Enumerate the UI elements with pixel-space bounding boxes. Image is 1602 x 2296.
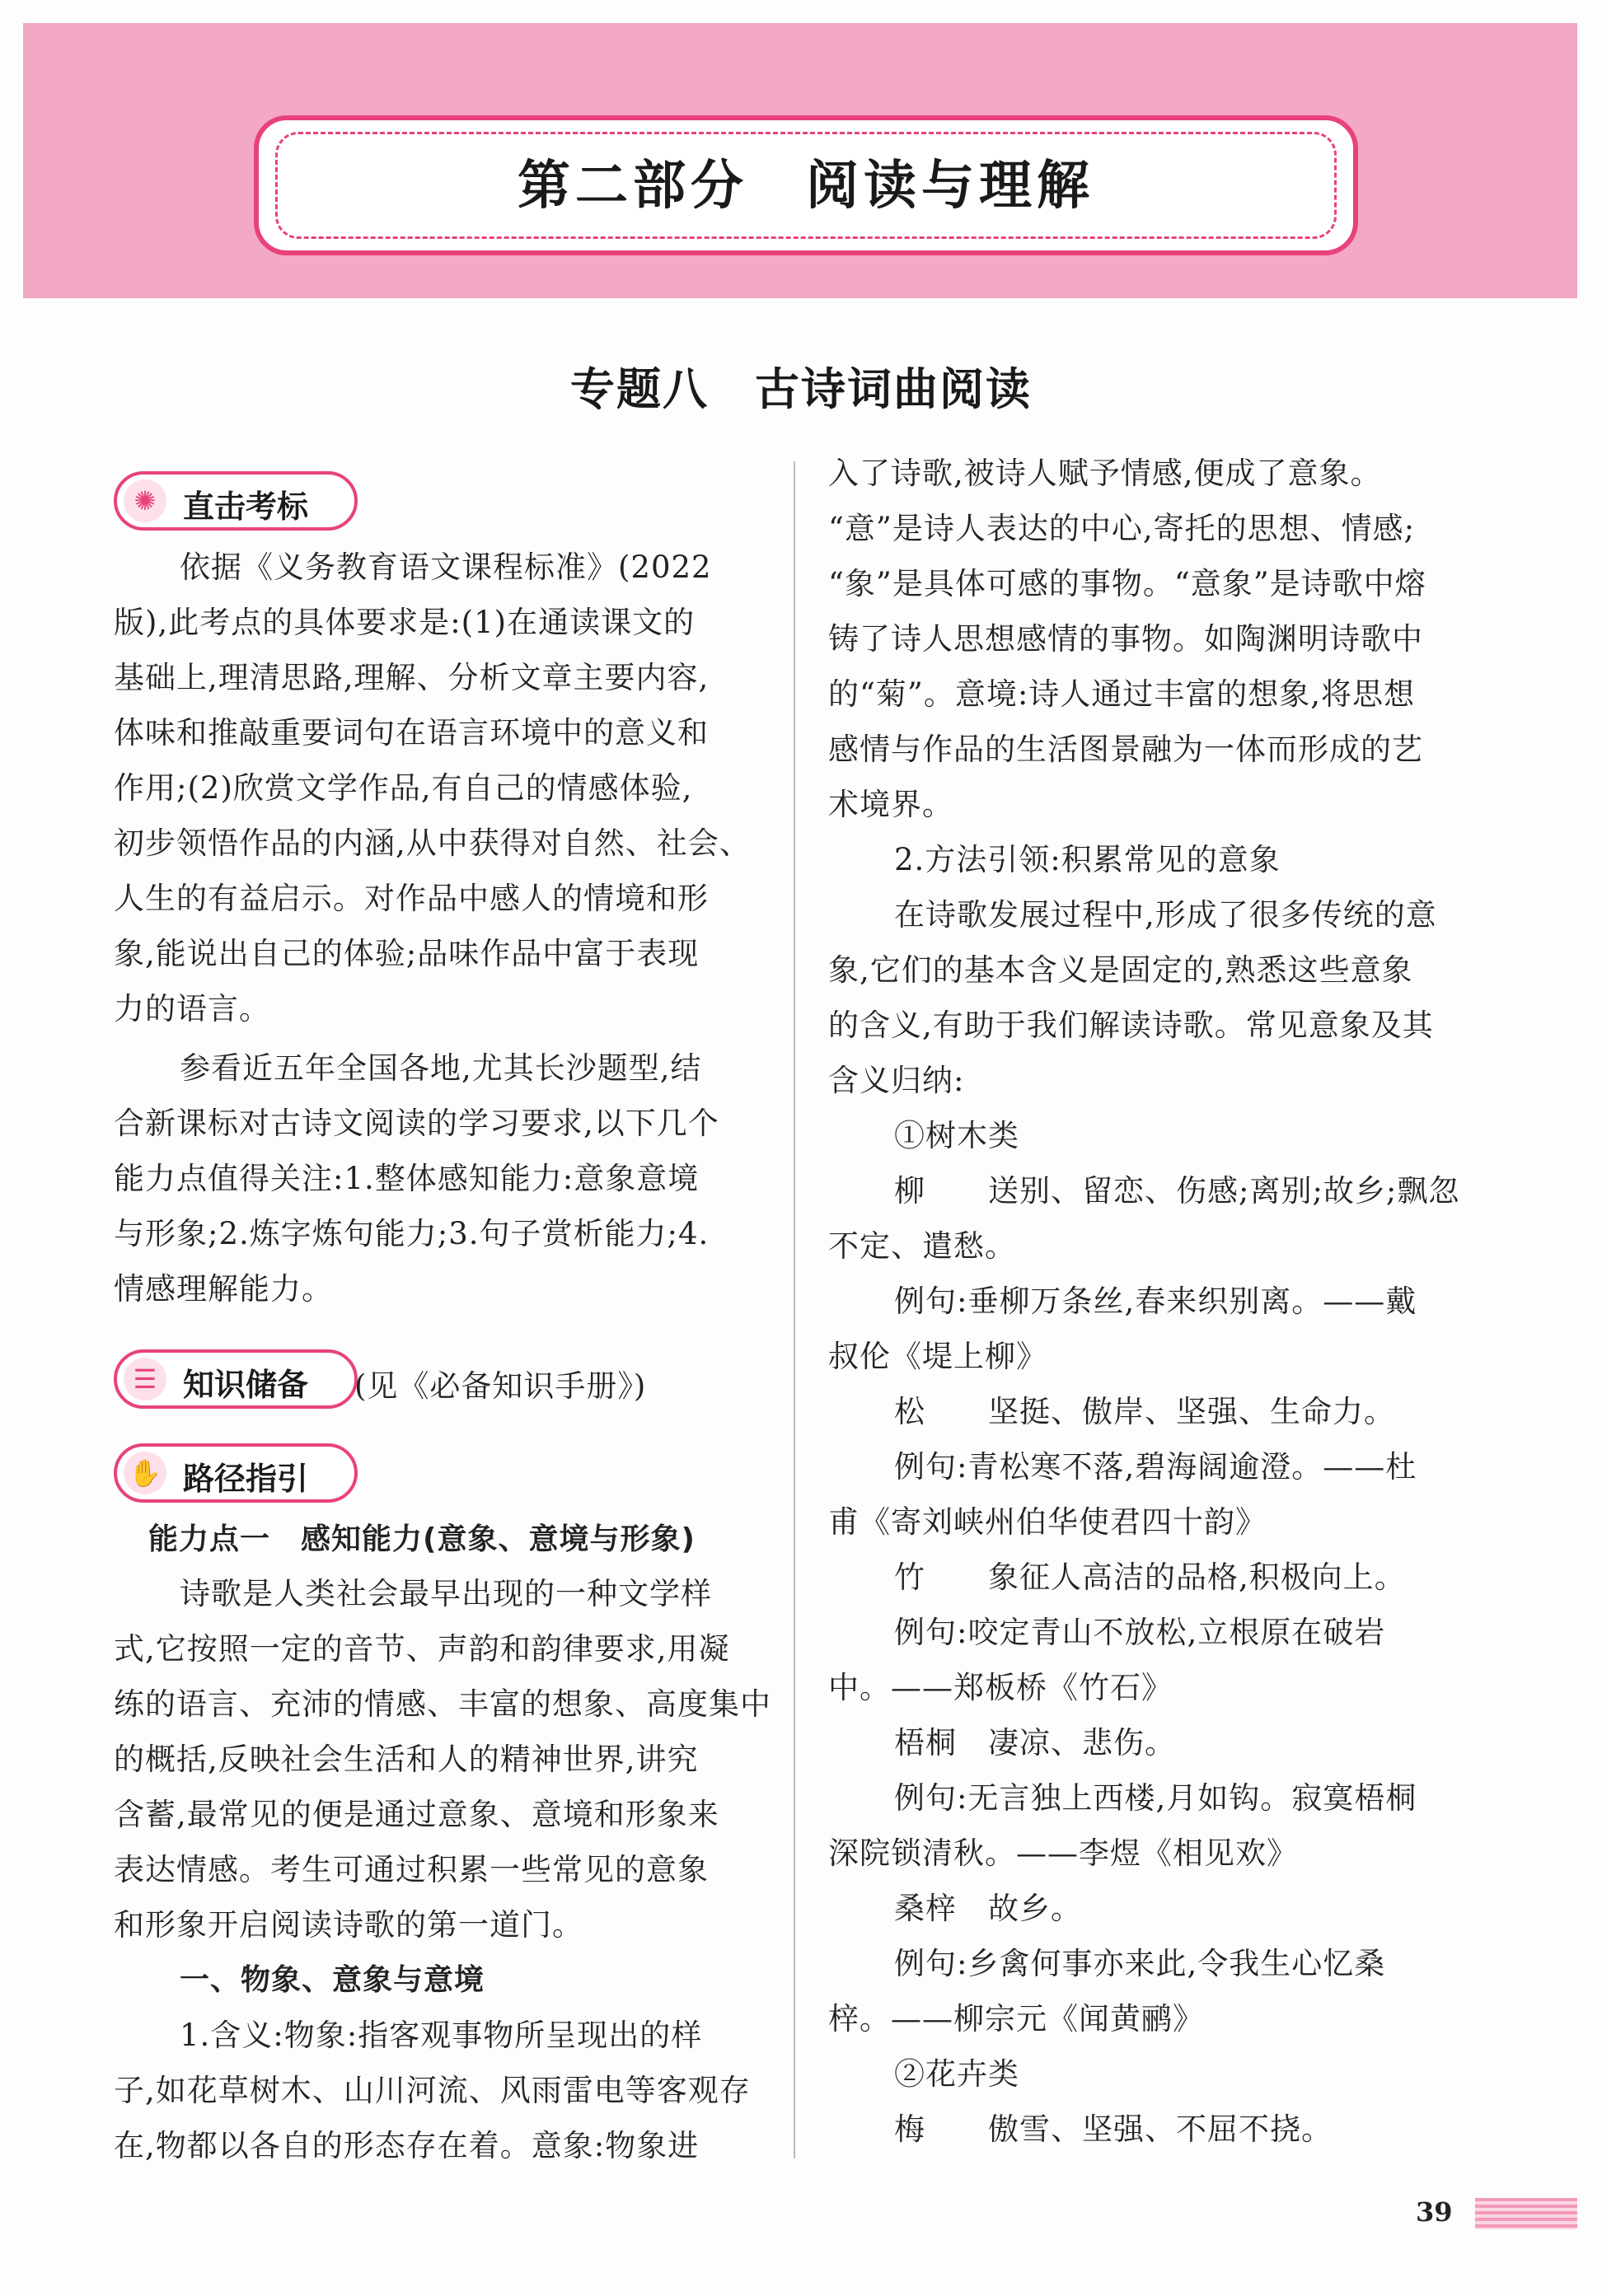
right-line: 含义归纳: [828, 1063, 965, 1098]
left-line: 版),此考点的具体要求是:(1)在通读课文的 [114, 605, 696, 640]
right-line: “象”是具体可感的事物。“意象”是诗歌中熔 [828, 566, 1426, 601]
left-line: 能力点值得关注:1.整体感知能力:意象意境 [114, 1161, 700, 1196]
banner-frame [254, 115, 1358, 255]
right-line: 叔伦《堤上柳》 [828, 1339, 1047, 1374]
right-line: 象,它们的基本含义是固定的,熟悉这些意象 [828, 952, 1413, 988]
left-line: 子,如花草树木、山川河流、风雨雷电等客观存 [114, 2073, 751, 2108]
book-icon: ☰ [124, 1358, 166, 1401]
left-line: 的概括,反映社会生活和人的精神世界,讲究 [114, 1742, 699, 1777]
left-line: 力的语言。 [114, 991, 270, 1026]
right-line: 梓。——柳宗元《闻黄鹂》 [828, 2001, 1204, 2036]
right-line: 梅 傲雪、坚强、不屈不挠。 [894, 2111, 1333, 2147]
tag-label: 知识储备 [183, 1367, 309, 1403]
left-line: 表达情感。考生可通过积累一些常见的意象 [114, 1852, 709, 1887]
right-line: 不定、遣愁。 [828, 1228, 1016, 1264]
left-line: 诗歌是人类社会最早出现的一种文学样 [180, 1576, 712, 1611]
left-line: 与形象;2.炼字炼句能力;3.句子赏析能力;4. [114, 1216, 710, 1251]
left-line: 式,它按照一定的音节、声韵和韵律要求,用凝 [114, 1631, 730, 1667]
left-line: 象,能说出自己的体验;品味作品中富于表现 [114, 936, 700, 971]
part-title: 第二部分 阅读与理解 [518, 156, 1094, 217]
column-divider [794, 461, 795, 2158]
right-line: 中。——郑板桥《竹石》 [828, 1670, 1173, 1705]
right-line: 在诗歌发展过程中,形成了很多传统的意 [894, 897, 1437, 933]
right-line: 深院锁清秋。——李煜《相见欢》 [828, 1835, 1298, 1871]
tag-label: 直击考标 [183, 489, 309, 525]
left-line: 初步领悟作品的内涵,从中获得对自然、社会、 [114, 825, 751, 861]
right-line: 入了诗歌,被诗人赋予情感,便成了意象。 [828, 456, 1382, 491]
left-line: 作用;(2)欣赏文学作品,有自己的情感体验, [114, 770, 693, 806]
right-line: 例句:垂柳万条丝,春来织别离。——戴 [894, 1284, 1417, 1319]
right-line: 柳 送别、留恋、伤感;离别;故乡;飘忽 [894, 1173, 1460, 1209]
guide-hands-icon: ✋ [124, 1452, 166, 1494]
left-line: 情感理解能力。 [114, 1271, 333, 1307]
right-line: 铸了诗人思想感情的事物。如陶渊明诗歌中 [828, 621, 1423, 657]
right-line: 竹 象征人高洁的品格,积极向上。 [894, 1560, 1406, 1595]
right-line: 甫《寄刘峡州伯华使君四十韵》 [828, 1504, 1267, 1540]
left-line: 在,物都以各自的形态存在着。意象:物象进 [114, 2128, 700, 2163]
left-line: 依据《义务教育语文课程标准》(2022 [180, 549, 712, 585]
right-line: 梧桐 凄凉、悲伤。 [894, 1725, 1176, 1761]
target-person-icon: ✺ [124, 479, 166, 522]
right-line: 感情与作品的生活图景融为一体而形成的艺 [828, 732, 1423, 767]
left-line: 体味和推敲重要词句在语言环境中的意义和 [114, 715, 709, 751]
left-line: 基础上,理清思路,理解、分析文章主要内容, [114, 660, 710, 695]
right-line: 例句:咬定青山不放松,立根原在破岩 [894, 1615, 1386, 1650]
tag-label: 路径指引 [183, 1461, 309, 1497]
page-number: 39 [1416, 2196, 1453, 2228]
subsection-heading: 一、物象、意象与意境 [180, 1963, 485, 1997]
ability-point-heading: 能力点一 感知能力(意象、意境与形象) [148, 1522, 696, 1556]
left-line: 练的语言、充沛的情感、丰富的想象、高度集中 [114, 1686, 771, 1722]
right-line: 例句:乡禽何事亦来此,令我生心忆桑 [894, 1946, 1386, 1981]
right-line: 松 坚挺、傲岸、坚强、生命力。 [894, 1394, 1395, 1429]
topic-title: 专题八 古诗词曲阅读 [570, 362, 1032, 415]
right-line: ①树木类 [894, 1118, 1019, 1153]
section-banner [23, 23, 1577, 298]
tag-zhishi-chubei [114, 1349, 358, 1409]
right-line: 的含义,有助于我们解读诗歌。常见意象及其 [828, 1008, 1434, 1043]
left-line: 合新课标对古诗文阅读的学习要求,以下几个 [114, 1106, 719, 1141]
right-line: “意”是诗人表达的中心,寄托的思想、情感; [828, 511, 1416, 546]
right-line: 2.方法引领:积累常见的意象 [894, 842, 1281, 877]
tag-zhiji-kaobiao [114, 471, 358, 531]
right-line: 的“菊”。意境:诗人通过丰富的想象,将思想 [828, 676, 1416, 712]
right-line: 术境界。 [828, 787, 953, 822]
left-line: 和形象开启阅读诗歌的第一道门。 [114, 1907, 583, 1943]
page-number-bar [1475, 2198, 1577, 2229]
right-line: 例句:青松寒不落,碧海阔逾澄。——杜 [894, 1449, 1417, 1485]
left-line: 参看近五年全国各地,尤其长沙题型,结 [180, 1050, 702, 1086]
right-line: 桑梓 故乡。 [894, 1891, 1082, 1926]
left-line: 人生的有益启示。对作品中感人的情境和形 [114, 881, 709, 916]
right-line: ②花卉类 [894, 2056, 1019, 2092]
tag-lujing-zhiyin [114, 1443, 358, 1503]
left-line: 1.含义:物象:指客观事物所呈现出的样 [180, 2018, 703, 2053]
left-line: 含蓄,最常见的便是通过意象、意境和形象来 [114, 1797, 719, 1832]
right-line: 例句:无言独上西楼,月如钩。寂寞梧桐 [894, 1780, 1417, 1816]
tag-note: (见《必备知识手册》) [354, 1368, 647, 1404]
